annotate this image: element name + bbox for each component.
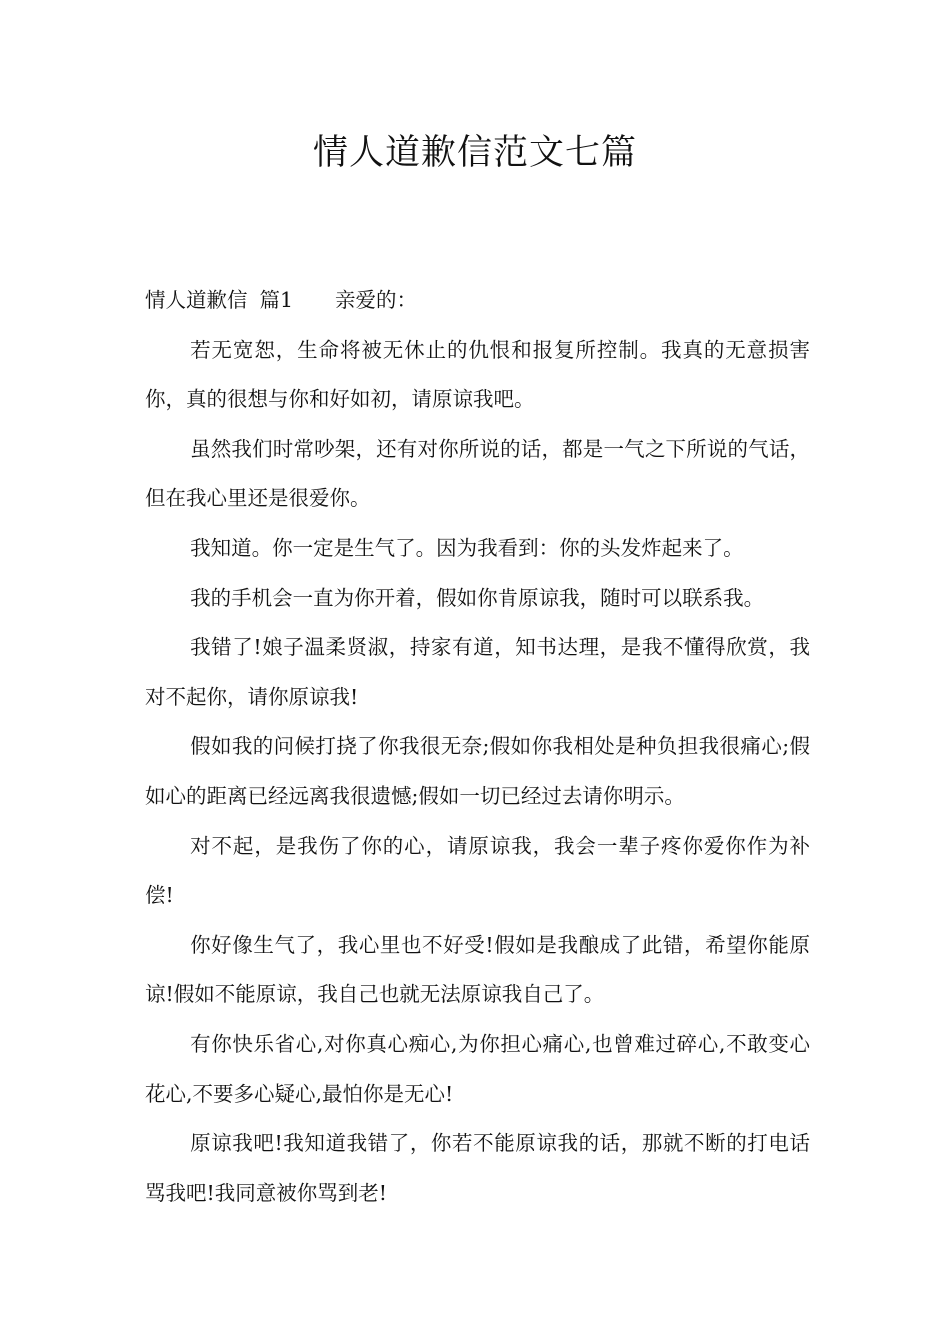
paragraph: 虽然我们时常吵架，还有对你所说的话，都是一气之下所说的气话，但在我心里还是很爱你。 (145, 436, 810, 511)
heading-label: 情人道歉信 (145, 288, 248, 312)
paragraph: 对不起，是我伤了你的心，请原谅我，我会一辈子疼你爱你作为补偿! (145, 833, 810, 908)
paragraph: 假如我的问候打挠了你我很无奈;假如你我相处是种负担我很痛心;假如心的距离已经远离我很遗憾;假如一切已经过去请你明示。 (145, 734, 810, 808)
paragraph: 若无宽恕，生命将被无休止的仇恨和报复所控制。我真的无意损害你，真的很想与你和好如初，请原谅我吧。 (145, 337, 810, 412)
paragraph: 有你快乐省心,对你真心痴心,为你担心痛心,也曾难过碎心,不敢变心花心,不要多心疑心,最怕你是无心! (145, 1031, 810, 1106)
letter-salutation: 亲爱的： (335, 288, 418, 312)
letter-heading (145, 276, 810, 326)
document-body (145, 276, 810, 1218)
paragraph: 你好像生气了，我心里也不好受!假如是我酿成了此错，希望你能原谅!假如不能原谅，我自己也就无法原谅我自己了。 (145, 932, 810, 1007)
paragraph: 我的手机会一直为你开着，假如你肯原谅我，随时可以联系我。 (190, 585, 765, 610)
heading-piece: 篇1 (259, 288, 294, 312)
document-title: 情人道歉信范文七篇 (312, 133, 637, 173)
paragraph: 原谅我吧!我知道我错了，你若不能原谅我的话，那就不断的打电话骂我吧!我同意被你骂到老! (145, 1131, 810, 1205)
paragraph: 我错了!娘子温柔贤淑，持家有道，知书达理，是我不懂得欣赏，我对不起你，请你原谅我! (145, 635, 810, 709)
paragraph: 我知道。你一定是生气了。因为我看到：你的头发炸起来了。 (190, 535, 744, 560)
